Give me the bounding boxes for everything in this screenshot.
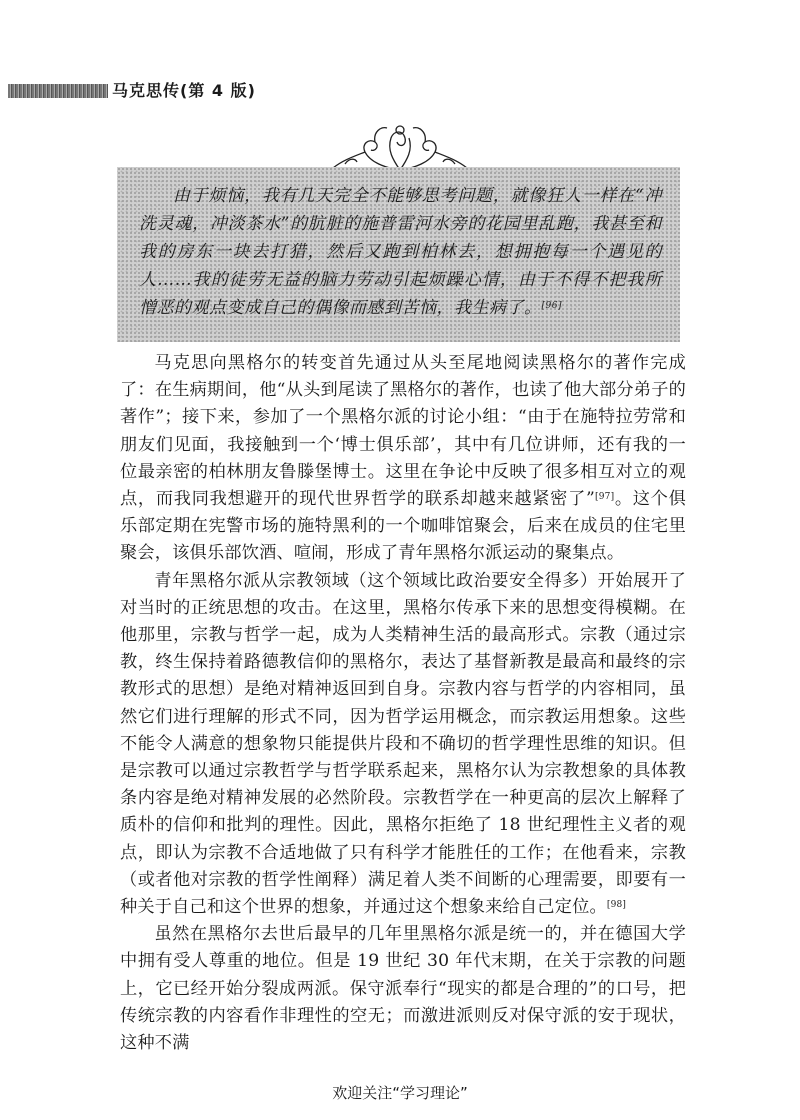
footnote-ref-98: [98] [606,900,627,911]
paragraph-3 [120,921,686,1057]
running-header [0,80,800,102]
paragraph-2 [120,568,686,922]
body-text [120,350,686,1057]
footnote-ref-96: [96] [541,301,562,311]
paragraph-3-text: 虽然在黑格尔去世后最早的几年里黑格尔派是统一的，并在德国大学中拥有受人尊重的地位。但是 19 世纪 30 年代末期，在关于宗教的问题上，它已经开始分裂成两派。保守派奉行“现实的都是合理的”的口号，把传统宗教的内容看作非理性的空无；而激进派则反对保守派的安于现状，这种不满 [120,924,686,1054]
footnote-ref-97: [97] [595,492,615,503]
paragraph-2-text: 青年黑格尔派从宗教领域（这个领域比政治要安全得多）开始展开了对当时的正统思想的攻击。在这里，黑格尔传承下来的思想变得模糊。在他那里，宗教与哲学一起，成为人类精神生活的最高形式。宗教（通过宗教，终生保持着路德教信仰的黑格尔，表达了基督新教是最高和最终的宗教形式的思想）是绝对精神返回到自身。宗教内容与哲学的内容相同，虽然它们进行理解的形式不同，因为哲学运用概念，而宗教运用想象。这些不能令人满意的想象物只能提供片段和不确切的哲学理性思维的知识。但是宗教可以通过宗教哲学与哲学联系起来，黑格尔认为宗教想象的具体教条内容是绝对精神发展的必然阶段。宗教哲学在一种更高的层次上解释了质朴的信仰和批判的理性。因此，黑格尔拒绝了 18 世纪理性主义者的观点，即认为宗教不合适地做了只有科学才能胜任的工作；在他看来，宗教（或者他对宗教的哲学性阐释）满足着人类不间断的心理需要，即要有一种关于自己和这个世界的想象，并通过这个想象来给自己定位。 [120,570,686,918]
page-footer: 欢迎关注“学习理论” [332,1084,468,1102]
quote-paragraph [139,182,662,322]
paragraph-1-tail: 。这个俱乐部定期在宪警市场的施特黑利的一个咖啡馆聚会，后来在成员的住宅里聚会，该俱乐部饮酒、喧闹，形成了青年黑格尔派运动的聚集点。 [120,489,686,564]
block-quote [117,167,680,342]
book-title: 马克思传(第 4 版) [112,81,256,100]
quote-text: 由于烦恼，我有几天完全不能够思考问题，就像狂人一样在“冲洗灵魂，冲淡茶水”的肮脏的施普雷河水旁的花园里乱跑，我甚至和我的房东一块去打猎，然后又跑到柏林去，想拥抱每一个遇见的人……我的徒劳无益的脑力劳动引起烦躁心情，由于不得不把我所憎恶的观点变成自己的偶像而感到苦恼，我生病了。 [139,186,662,318]
paragraph-1 [120,350,686,568]
paragraph-1-text: 马克思向黑格尔的转变首先通过从头至尾地阅读黑格尔的著作完成了：在生病期间，他“从头到尾读了黑格尔的著作，也读了他大部分弟子的著作”；接下来，参加了一个黑格尔派的讨论小组：“由于在施特拉劳常和朋友们见面，我接触到一个‘博士俱乐部’，其中有几位讲师，还有我的一位最亲密的柏林朋友鲁滕堡博士。这里在争论中反映了很多相互对立的观点，而我同我想避开的现代世界哲学的联系却越来越紧密了” [120,353,686,510]
halftone-bar-icon [8,84,108,98]
